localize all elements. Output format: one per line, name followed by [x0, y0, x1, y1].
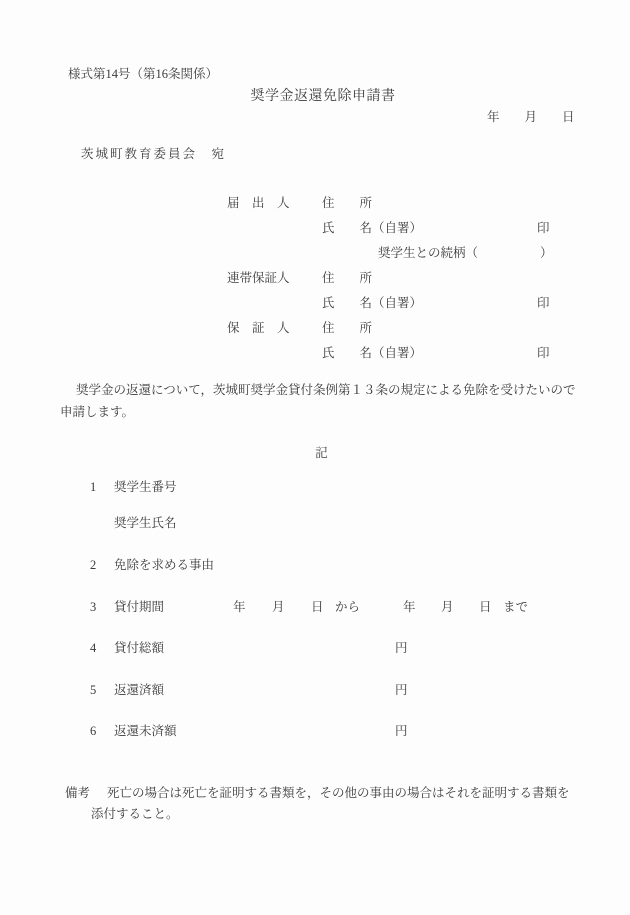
form-number: 様式第14号（第16条関係） — [68, 67, 219, 81]
item-row-unrepaid-amount — [0, 724, 630, 738]
body-paragraph-line-1: 奨学金の返還について，茨城町奨学金貸付条例第１３条の規定による免除を受けたいので — [76, 383, 576, 397]
item-number: 2 — [90, 558, 97, 572]
period-to-suffix: まで — [503, 600, 529, 614]
addressee: 茨城町教育委員会 宛 — [81, 147, 227, 161]
declarant-seal-mark: 印 — [537, 221, 550, 235]
declarant-address-row — [0, 196, 630, 210]
remarks-row-1 — [0, 786, 630, 800]
relation-row — [0, 246, 630, 260]
joint-guarantor-address-label: 住 所 — [322, 271, 373, 285]
guarantor-address-row — [0, 321, 630, 335]
joint-guarantor-role-label: 連帯保証人 — [227, 271, 290, 285]
relation-close-paren: ） — [540, 246, 553, 260]
relation-label: 奨学生との続柄（ — [378, 246, 479, 260]
period-to-year-label: 年 — [403, 600, 416, 614]
yen-unit-label: 円 — [395, 641, 408, 655]
item-label-loan-total: 貸付総額 — [114, 641, 165, 655]
remarks-text-line-2: 添付すること。 — [91, 807, 179, 821]
joint-guarantor-name-label: 氏 名（自署） — [322, 296, 423, 310]
item-label-unrepaid-amount: 返還未済額 — [114, 724, 177, 738]
remarks-row-2 — [0, 807, 630, 821]
declarant-name-label: 氏 名（自署） — [322, 221, 423, 235]
item-label-exemption-reason: 免除を求める事由 — [114, 558, 215, 572]
guarantor-address-label: 住 所 — [322, 321, 373, 335]
joint-guarantor-address-row — [0, 271, 630, 285]
declarant-address-label: 住 所 — [322, 196, 373, 210]
period-to-month-label: 月 — [441, 600, 454, 614]
joint-guarantor-name-row — [0, 296, 630, 310]
yen-unit-label: 円 — [395, 683, 408, 697]
item-row-exemption-reason — [0, 558, 630, 572]
guarantor-name-row — [0, 346, 630, 360]
document-title: 奨学金返還免除申請書 — [250, 89, 396, 104]
item-number: 4 — [90, 641, 97, 655]
item-number: 3 — [90, 600, 97, 614]
guarantor-seal-mark: 印 — [537, 346, 550, 360]
item-row-loan-period — [0, 600, 630, 614]
period-from-year-label: 年 — [233, 600, 246, 614]
body-paragraph-line-2: 申請します。 — [60, 405, 135, 419]
item-number: 1 — [90, 480, 97, 494]
item-label-scholar-name: 奨学生氏名 — [114, 516, 177, 530]
remarks-label: 備考 — [65, 786, 91, 800]
item-number: 5 — [90, 683, 97, 697]
item-row-scholar-name — [0, 516, 630, 530]
item-label-loan-period: 貸付期間 — [114, 600, 165, 614]
record-heading: 記 — [315, 446, 328, 460]
joint-guarantor-seal-mark: 印 — [537, 296, 550, 310]
item-label-repaid-amount: 返還済額 — [114, 683, 165, 697]
guarantor-name-label: 氏 名（自署） — [322, 346, 423, 360]
item-label-scholar-number: 奨学生番号 — [114, 480, 177, 494]
yen-unit-label: 円 — [395, 724, 408, 738]
period-to-day-label: 日 — [479, 600, 492, 614]
remarks-text-line-1: 死亡の場合は死亡を証明する書類を，その他の事由の場合はそれを証明する書類を — [107, 786, 570, 800]
guarantor-role-label: 保 証 人 — [227, 321, 290, 335]
item-number: 6 — [90, 724, 97, 738]
period-from-day-label: 日 — [311, 600, 324, 614]
declarant-role-label: 届 出 人 — [227, 196, 290, 210]
date-field: 年 月 日 — [487, 110, 575, 124]
item-row-loan-total — [0, 641, 630, 655]
period-from-suffix: から — [335, 600, 361, 614]
item-row-scholar-number — [0, 480, 630, 494]
period-from-month-label: 月 — [272, 600, 285, 614]
item-row-repaid-amount — [0, 683, 630, 697]
declarant-name-row — [0, 221, 630, 235]
